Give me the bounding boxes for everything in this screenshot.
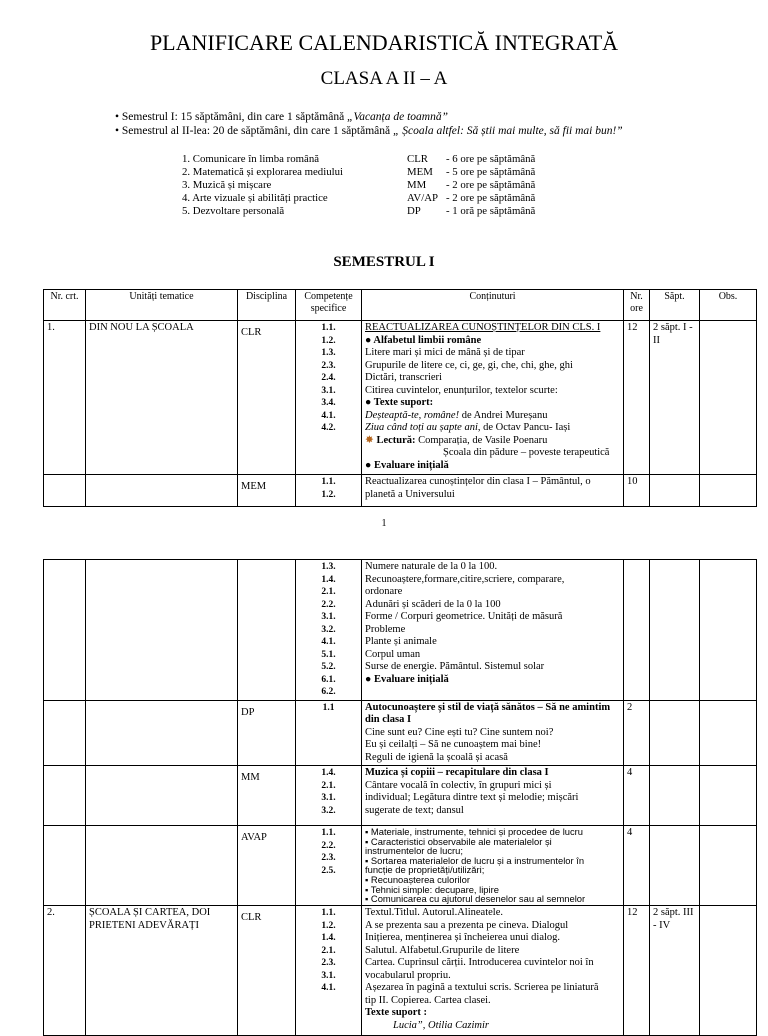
discipline-cell: CLR xyxy=(238,321,296,475)
content-line: Litere mari și mici de mână și de tipar xyxy=(365,347,525,358)
content-line: Citirea cuvintelor, enunțurilor, textelor scurte: xyxy=(365,384,558,396)
competence-code: 3.2. xyxy=(321,805,336,816)
content-line: ● Alfabetul limbii române xyxy=(365,334,482,346)
content-line: Adunări și scăderi de la 0 la 100 xyxy=(365,598,501,610)
obs-cell xyxy=(700,906,757,1036)
hours-cell xyxy=(624,560,650,701)
competence-code: 3.1. xyxy=(321,612,336,622)
reading-text: Comparația, de Vasile Poenaru xyxy=(415,434,548,446)
reading-label: Lectură: xyxy=(376,434,416,446)
competence-code: 1.2. xyxy=(321,920,336,931)
content-line xyxy=(365,422,620,435)
row-number: 2. xyxy=(44,906,86,1036)
header-week: Săpt. xyxy=(650,290,700,321)
content-line: individual; Legătura dintre text și melodie; mișcări xyxy=(365,792,579,803)
content-line xyxy=(365,435,620,448)
discipline-cell: MEM xyxy=(238,475,296,507)
content-line: Forme / Corpuri geometrice. Unități de măsură xyxy=(365,611,563,622)
hours-cell: 12 xyxy=(624,321,650,475)
competence-code: 3.1. xyxy=(321,793,336,803)
competence-code: 3.2. xyxy=(321,624,336,635)
competence-codes xyxy=(296,766,362,826)
content-line: Școala din pădure – poveste terapeutică xyxy=(443,447,610,458)
competence-code: 2.1. xyxy=(321,587,336,597)
discipline-hours-value: - 2 ore pe săptămână xyxy=(446,179,536,191)
contents-cell xyxy=(362,700,624,766)
discipline-cell: MM xyxy=(238,766,296,826)
competence-code: 2.1. xyxy=(321,780,336,791)
header-obs: Obs. xyxy=(700,290,757,321)
table-row xyxy=(44,321,757,475)
competence-code: 1.3. xyxy=(321,348,336,358)
discipline-cell: DP xyxy=(238,700,296,766)
competence-code: 1.1 xyxy=(322,702,335,713)
row-number: 1. xyxy=(44,321,86,475)
competence-codes xyxy=(296,826,362,906)
contents-cell xyxy=(362,560,624,701)
competence-code: 2.2. xyxy=(321,840,336,851)
week-cell xyxy=(650,475,700,507)
hours-cell: 2 xyxy=(624,700,650,766)
competence-code: 1.1. xyxy=(321,323,336,333)
content-line: Recunoaștere,formare,citire,scriere, comparare, xyxy=(365,573,565,585)
content-line: Reguli de igienă la școală și acasă xyxy=(365,751,508,763)
week-cell xyxy=(650,766,700,826)
content-line: Salutul. Alfabetul.Grupurile de litere xyxy=(365,944,520,956)
hours-cell: 4 xyxy=(624,766,650,826)
content-line: ▪ Recunoașterea culorilor xyxy=(365,873,470,885)
competence-code: 4.1. xyxy=(321,410,336,421)
content-line: ● Evaluare inițială xyxy=(365,673,449,685)
thematic-unit xyxy=(86,475,238,507)
competence-codes xyxy=(296,906,362,1036)
discipline-cell: AVAP xyxy=(238,826,296,906)
contents-heading: Autocunoaștere și stil de viață sănătos – Să ne amintim din clasa I xyxy=(365,701,611,725)
content-line: ▪ Comunicarea cu ajutorul desenelor sau al semnelor xyxy=(365,893,586,905)
discipline-name: 4. Arte vizuale și abilități practice xyxy=(182,192,328,204)
discipline-name: 1. Comunicare în limba română xyxy=(182,153,320,165)
competence-code: 6.2. xyxy=(321,687,336,697)
competence-code: 2.5. xyxy=(321,865,336,876)
semester-1-vacation: „Vacanța de toamnă” xyxy=(347,111,448,123)
content-line: Așezarea în pagină a textului scris. Scrierea pe liniatură xyxy=(365,982,599,993)
semester-1-text: Semestrul I: 15 săptămâni, din care 1 săptămână xyxy=(121,111,348,123)
content-line: Cine sunt eu? Cine ești tu? Cine suntem noi? xyxy=(365,726,554,738)
document-title: PLANIFICARE CALENDARISTICĂ INTEGRATĂ xyxy=(149,30,619,55)
table-row xyxy=(44,826,757,906)
discipline-hours-value: - 1 oră pe săptămână xyxy=(446,205,536,217)
discipline-names xyxy=(182,153,343,218)
content-line: Dictări, transcrieri xyxy=(365,372,442,383)
discipline-hours-value: - 5 ore pe săptămână xyxy=(446,166,536,178)
competence-codes xyxy=(296,321,362,475)
competence-code: 3.1. xyxy=(321,970,336,981)
content-line: Texte suport : xyxy=(365,1007,428,1018)
planning-table-page-1 xyxy=(43,289,757,507)
content-line: Probleme xyxy=(365,623,406,635)
page-number: 1 xyxy=(381,518,387,529)
competence-code: 1.2. xyxy=(321,335,336,346)
competence-code: 5.2. xyxy=(321,662,336,672)
text-title: Ziua când toți au șapte ani xyxy=(365,422,478,433)
table-row xyxy=(44,700,757,766)
text-title: Deșteaptă-te, române! xyxy=(365,409,460,421)
content-line: Grupurile de litere ce, ci, ge, gi, che, chi, ghe, ghi xyxy=(365,359,573,371)
row-number xyxy=(44,475,86,507)
table-row xyxy=(44,766,757,826)
competence-code: 1.1. xyxy=(321,477,336,487)
week-cell xyxy=(650,826,700,906)
contents-heading: Muzica și copiii – recapitulare din clasa I xyxy=(365,767,549,778)
content-line: funcție de proprietăți/utilizări; xyxy=(365,864,485,876)
content-line: vocabularul propriu. xyxy=(365,969,451,981)
contents-cell: Reactualizarea cunoștințelor din clasa I – Pământul, o planetă a Universului xyxy=(362,475,624,507)
obs-cell xyxy=(700,560,757,701)
header-nr: Nr. crt. xyxy=(44,290,86,321)
content-line: instrumentelor de lucru; xyxy=(365,845,463,857)
contents-cell xyxy=(362,826,624,906)
content-line: ▪ Materiale, instrumente, tehnici și procedee de lucru xyxy=(365,826,584,837)
content-line: tip II. Copierea. Cartea clasei. xyxy=(365,994,491,1006)
obs-cell xyxy=(700,766,757,826)
contents-cell xyxy=(362,906,624,1036)
content-line: ▪ Sortarea materialelor de lucru și a instrumentelor în xyxy=(365,854,585,866)
competence-code: 3.1. xyxy=(321,385,336,396)
competence-code: 1.1. xyxy=(321,908,336,918)
text-author: de Andrei Mureșanu xyxy=(459,409,548,421)
competence-code: 2.4. xyxy=(321,373,336,383)
discipline-cell: CLR xyxy=(238,906,296,1036)
discipline-code: MEM xyxy=(407,166,433,178)
content-line: Corpul uman xyxy=(365,648,421,660)
discipline-codes xyxy=(407,153,438,218)
semester-2-text: Semestrul al II-lea: 20 de săptămâni, din care 1 săptămână xyxy=(121,125,394,137)
content-line: ▪ Tehnici simple: decupare, lipire xyxy=(365,883,499,895)
discipline-code: CLR xyxy=(407,153,428,165)
discipline-name: 5. Dezvoltare personală xyxy=(182,205,285,217)
content-line: sugerate de text; dansul xyxy=(365,804,464,816)
competence-code: 2.1. xyxy=(321,945,336,956)
planning-table-page-2 xyxy=(43,559,757,1036)
table-row xyxy=(44,475,757,507)
discipline-code: AV/AP xyxy=(407,192,439,204)
competence-code: 6.1. xyxy=(321,674,336,685)
row-number xyxy=(44,766,86,826)
competence-code: 2.3. xyxy=(321,853,336,863)
content-line: Numere naturale de la 0 la 100. xyxy=(365,561,498,572)
competence-code: 1.2. xyxy=(321,489,336,500)
discipline-hours xyxy=(446,153,535,218)
content-line: Surse de energie. Pământul. Sistemul solar xyxy=(365,661,545,672)
discipline-hours-value: - 6 ore pe săptămână xyxy=(446,153,536,165)
header-hours: Nr. ore xyxy=(624,290,650,321)
hours-cell: 12 xyxy=(624,906,650,1036)
semester-info xyxy=(115,110,623,138)
content-line: Lucia”, Otilia Cazimir xyxy=(393,1019,489,1031)
thematic-unit: DIN NOU LA ȘCOALA xyxy=(86,321,238,475)
competence-code: 1.4. xyxy=(321,574,336,585)
content-line: ▪ Caracteristici observabile ale materialelor și xyxy=(365,835,552,847)
content-line: ● Texte suport: xyxy=(365,397,434,408)
contents-heading: REACTUALIZAREA CUNOȘTINȚELOR DIN CLS. I xyxy=(365,322,601,333)
row-number xyxy=(44,826,86,906)
content-line: ● Evaluare inițială xyxy=(365,459,449,471)
week-cell: 2 săpt. III - IV xyxy=(650,906,700,1036)
competence-code: 1.4. xyxy=(321,768,336,778)
content-line: A se prezenta sau a prezenta pe cineva. Dialogul xyxy=(365,919,569,931)
semester-heading: SEMESTRUL I xyxy=(333,254,435,270)
competence-code: 1.1. xyxy=(321,828,336,838)
row-number xyxy=(44,700,86,766)
week-cell xyxy=(650,700,700,766)
contents-cell xyxy=(362,766,624,826)
text-author: , de Octav Pancu- Iași xyxy=(477,422,571,433)
obs-cell xyxy=(700,826,757,906)
competence-codes xyxy=(296,700,362,766)
discipline-hours-value: - 2 ore pe săptămână xyxy=(446,192,536,204)
header-contents: Conținuturi xyxy=(362,290,624,321)
content-line: ordonare xyxy=(365,586,403,597)
discipline-code: DP xyxy=(407,205,421,217)
table-row xyxy=(44,906,757,1036)
thematic-unit xyxy=(86,700,238,766)
content-line: Inițierea, menținerea și încheierea unui dialog. xyxy=(365,932,561,943)
contents-cell xyxy=(362,321,624,475)
table-row xyxy=(44,560,757,701)
thematic-unit xyxy=(86,826,238,906)
semester-2-school-altfel: „ Școala altfel: Să știi mai multe, să fii mai bun!” xyxy=(393,125,623,137)
obs-cell xyxy=(700,700,757,766)
week-cell xyxy=(650,560,700,701)
discipline-cell xyxy=(238,560,296,701)
competence-code: 2.3. xyxy=(321,360,336,371)
competence-code: 4.2. xyxy=(321,423,336,433)
competence-code: 1.4. xyxy=(321,933,336,943)
competence-code: 2.2. xyxy=(321,599,336,610)
obs-cell xyxy=(700,321,757,475)
content-line: Textul.Titlul. Autorul.Alineatele. xyxy=(365,907,503,918)
semester-2-line xyxy=(115,124,623,138)
thematic-unit xyxy=(86,766,238,826)
header-unit: Unități tematice xyxy=(86,290,238,321)
discipline-code: MM xyxy=(407,179,427,191)
content-line xyxy=(365,410,620,423)
competence-code: 1.3. xyxy=(321,562,336,572)
competence-code: 4.1. xyxy=(321,983,336,993)
star-bullet-icon: ✸ xyxy=(365,434,374,446)
thematic-unit: ȘCOALA ȘI CARTEA, DOI PRIETENI ADEVĂRAȚI xyxy=(86,906,238,1036)
competence-code: 2.3. xyxy=(321,958,336,968)
content-line: Eu și ceilalți – Să ne cunoaștem mai bine! xyxy=(365,739,542,750)
hours-cell: 4 xyxy=(624,826,650,906)
competence-codes xyxy=(296,475,362,507)
discipline-name: 2. Matematică și explorarea mediului xyxy=(182,166,343,178)
competence-code: 5.1. xyxy=(321,649,336,660)
header-discipline: Disciplina xyxy=(238,290,296,321)
week-cell: 2 săpt. I - II xyxy=(650,321,700,475)
document-subtitle: CLASA A II – A xyxy=(320,68,448,89)
competence-code: 3.4. xyxy=(321,398,336,408)
obs-cell xyxy=(700,475,757,507)
content-line: Cartea. Cuprinsul cărții. Introducerea cuvintelor noi în xyxy=(365,957,594,968)
hours-cell: 10 xyxy=(624,475,650,507)
header-competences: Competențe specifice xyxy=(296,290,362,321)
competence-code: 4.1. xyxy=(321,637,336,647)
table-header-row xyxy=(44,290,757,321)
discipline-name: 3. Muzică și mișcare xyxy=(182,179,272,191)
row-number xyxy=(44,560,86,701)
thematic-unit xyxy=(86,560,238,701)
semester-1-line xyxy=(115,110,623,124)
content-line: Cântare vocală în colectiv, în grupuri mici și xyxy=(365,779,552,791)
competence-codes xyxy=(296,560,362,701)
content-line: Plante și animale xyxy=(365,636,437,647)
